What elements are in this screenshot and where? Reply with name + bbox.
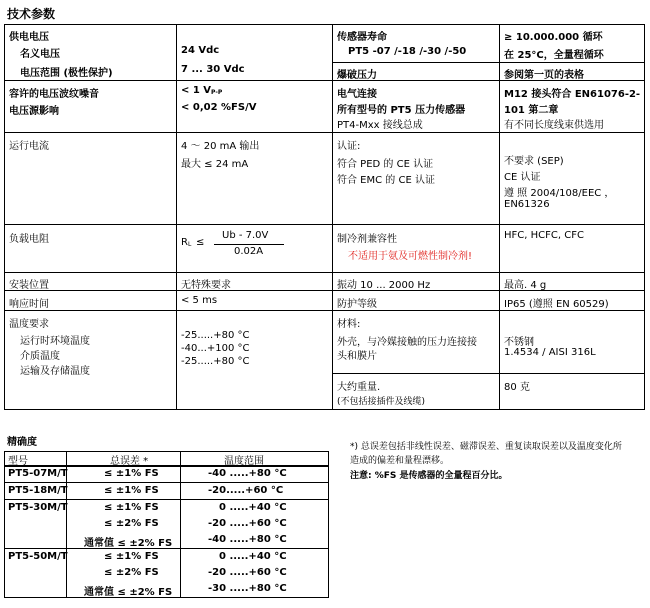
material-value-1: 不锈钢 — [504, 337, 534, 348]
load-label: 负载电阻 — [9, 234, 49, 245]
emc-label: 符合 EMC 的 CE 认证 — [337, 175, 435, 186]
material-value-2: 1.4534 / AISI 316L — [504, 347, 596, 358]
accuracy-row-range: -20.....+60 °C — [208, 485, 284, 496]
footnote-line-2: 造成的偏差和量程漂移。 — [350, 456, 450, 466]
medium-temp-label: 介质温度 — [20, 351, 60, 362]
current-value-2: 最大 ≤ 24 mA — [181, 159, 249, 170]
accuracy-header-model: 型号 — [8, 456, 28, 467]
burst-value: 参阅第一页的表格 — [504, 70, 584, 81]
ped-value: 不要求 (SEP) — [504, 156, 564, 167]
accuracy-row-range: -40 .....+80 °C — [208, 468, 287, 479]
emc-value-2: 遵 照 2004/108/EEC ， — [504, 188, 615, 199]
accuracy-row-range: -30 .....+80 °C — [208, 583, 287, 594]
temperature-label: 温度要求 — [9, 319, 49, 330]
page-title: 技术参数 — [7, 7, 56, 21]
load-symbol: RL — [181, 237, 192, 248]
mounting-value: 无特殊要求 — [181, 280, 231, 291]
accuracy-title: 精确度 — [7, 437, 37, 448]
current-value-1: 4 ～ 20 mA 输出 — [181, 141, 260, 152]
electrical-label-2: 所有型号的 PT5 压力传感器 — [337, 105, 466, 116]
lifetime-models-label: PT5 -07 /-18 /-30 /-50 — [348, 46, 467, 57]
supply-voltage-label: 供电电压 — [9, 32, 49, 43]
certification-label: 认证: — [337, 141, 361, 152]
accuracy-row-error: ≤ ±1% FS — [104, 485, 159, 496]
material-label: 材料: — [337, 319, 361, 330]
accuracy-row-model: PT5-30M/T — [8, 502, 68, 513]
ripple-label: 容许的电压波纹噪音 — [9, 89, 99, 100]
ambient-temp-label: 运行时环境温度 — [20, 336, 90, 347]
protection-label: 防护等级 — [337, 299, 377, 310]
electrical-value-3: 有不同长度线束供选用 — [504, 120, 604, 131]
supply-influence-label: 电压源影响 — [9, 106, 59, 117]
material-desc-2: 头和膜片 — [337, 351, 377, 362]
fs-note: 注意: %FS 是传感器的全量程百分比。 — [350, 471, 508, 481]
accuracy-row-error: 通常值 ≤ ±2% FS — [84, 538, 173, 549]
accuracy-row-error: ≤ ±1% FS — [104, 551, 159, 562]
accuracy-row-model: PT5-07M/T — [8, 468, 68, 479]
fraction-line — [214, 244, 284, 245]
refrigerant-label: 制冷剂兼容性 — [337, 234, 397, 245]
accuracy-row-error: ≤ ±2% FS — [104, 518, 159, 529]
accuracy-row-model: PT5-18M/T — [8, 485, 68, 496]
accuracy-row-range: -40 .....+80 °C — [208, 534, 287, 545]
accuracy-row-model: PT5-50M/T — [8, 551, 68, 562]
current-label: 运行电流 — [9, 141, 49, 152]
weight-value: 80 克 — [504, 382, 530, 393]
mounting-label: 安装位置 — [9, 280, 49, 291]
voltage-range-label: 电压范围 (极性保护) — [20, 68, 113, 79]
accuracy-row-error: ≤ ±2% FS — [104, 567, 159, 578]
nominal-voltage-value: 24 Vdc — [181, 45, 220, 56]
accuracy-row-range: 0 .....+40 °C — [219, 551, 287, 562]
electrical-label-3: PT4-Mxx 接线总成 — [337, 120, 423, 131]
supply-influence-value: < 0,02 %FS/V — [181, 102, 257, 113]
accuracy-row-range: -20 .....+60 °C — [208, 567, 287, 578]
vibration-value: 最高. 4 g — [504, 280, 547, 291]
accuracy-row-range: -20 .....+60 °C — [208, 518, 287, 529]
accuracy-row-range: 0 .....+40 °C — [219, 502, 287, 513]
nominal-voltage-label: 名义电压 — [20, 49, 60, 60]
medium-temp-value: -40...+100 °C — [181, 343, 250, 354]
response-value: < 5 ms — [181, 295, 218, 306]
accuracy-header-error: 总误差 * — [110, 456, 149, 467]
lifetime-value: ≥ 10.000.000 循环 — [504, 32, 603, 43]
electrical-value-2: 101 第二章 — [504, 105, 559, 116]
load-numerator: Ub - 7.0V — [222, 230, 269, 241]
storage-temp-value: -25.....+80 °C — [181, 356, 250, 367]
material-desc-1: 外壳，与冷媒接触的压力连接接 — [337, 337, 477, 348]
response-label: 响应时间 — [9, 299, 49, 310]
ped-label: 符合 PED 的 CE 认证 — [337, 159, 434, 170]
footnote-line-1: *) 总误差包括非线性误差、磁滞误差、重复读取误差以及温度变化所 — [350, 442, 622, 452]
weight-note: (不包括接插件及线缆) — [337, 397, 426, 407]
ambient-temp-value: -25.....+80 °C — [181, 330, 250, 341]
refrigerant-warning: 不适用于氨及可燃性制冷剂! — [348, 251, 473, 262]
accuracy-header-range: 温度范围 — [224, 456, 264, 467]
load-denominator: 0.02A — [234, 246, 264, 257]
electrical-value-1: M12 接头符合 EN61076-2- — [504, 89, 641, 100]
refrigerant-value: HFC, HCFC, CFC — [504, 230, 584, 241]
vibration-label: 振动 10 ... 2000 Hz — [337, 280, 431, 291]
lifetime-label: 传感器寿命 — [337, 32, 387, 43]
emc-value-1: CE 认证 — [504, 172, 541, 183]
load-relation: ≤ — [196, 237, 205, 248]
emc-value-3: EN61326 — [504, 199, 550, 210]
accuracy-row-error: ≤ ±1% FS — [104, 468, 159, 479]
storage-temp-label: 运输及存储温度 — [20, 366, 90, 377]
electrical-label: 电气连接 — [337, 89, 377, 100]
accuracy-row-error: ≤ ±1% FS — [104, 502, 159, 513]
ripple-value: < 1 VP-P — [181, 85, 223, 96]
burst-label: 爆破压力 — [337, 70, 377, 81]
weight-label: 大约重量. — [337, 382, 381, 393]
accuracy-row-error: 通常值 ≤ ±2% FS — [84, 587, 173, 598]
lifetime-models-value: 在 25°C，全量程循环 — [504, 50, 604, 61]
protection-value: IP65 (遵照 EN 60529) — [504, 299, 609, 310]
voltage-range-value: 7 ... 30 Vdc — [181, 64, 245, 75]
